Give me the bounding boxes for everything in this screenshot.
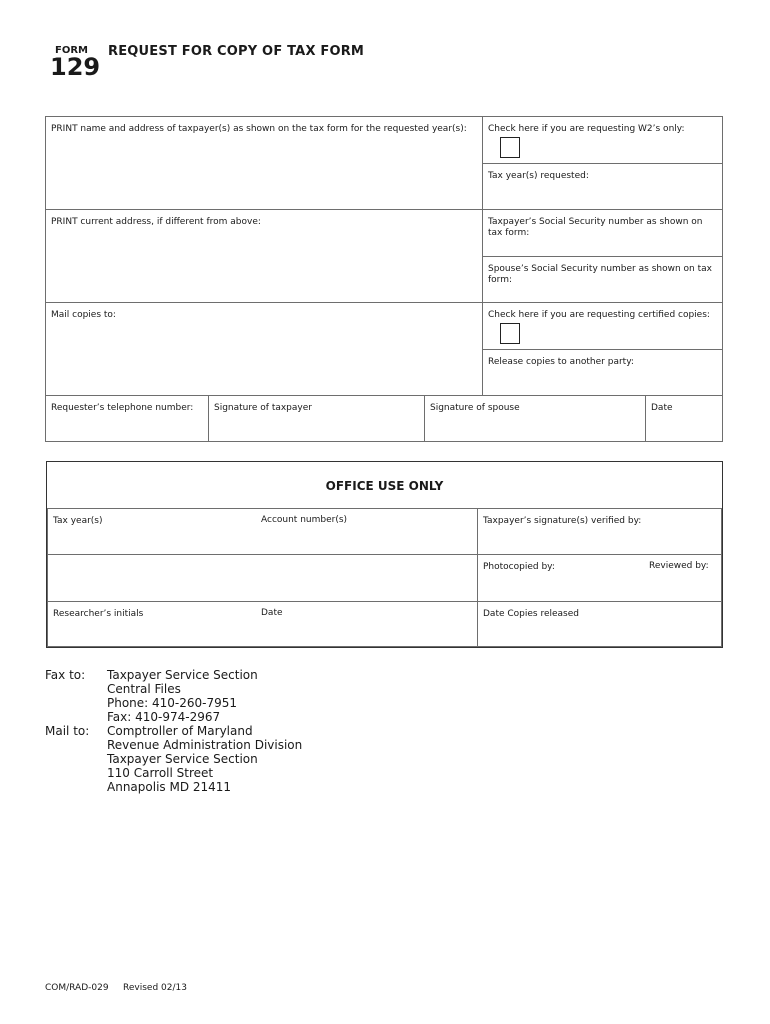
form-number: 129 bbox=[50, 53, 101, 81]
spouse-signature-field[interactable] bbox=[424, 395, 646, 442]
certified-copies-label: Check here if you are requesting certified copies: bbox=[488, 310, 710, 320]
date-field[interactable] bbox=[645, 395, 723, 442]
fax-address-line: Fax: 410-974-2967 bbox=[107, 710, 221, 724]
certified-copies-checkbox[interactable] bbox=[500, 323, 520, 344]
release-copies-label: Release copies to another party: bbox=[488, 357, 634, 367]
form-title: REQUEST FOR COPY OF TAX FORM bbox=[108, 44, 365, 59]
fax-address-line: Phone: 410-260-7951 bbox=[107, 696, 238, 710]
mail-address-line: 110 Carroll Street bbox=[107, 766, 214, 780]
taxpayer-ssn-field[interactable] bbox=[482, 209, 723, 257]
date-copies-released-label: Date Copies released bbox=[483, 609, 579, 619]
w2-only-label: Check here if you are requesting W2’s only: bbox=[488, 124, 685, 134]
office-use-title: OFFICE USE ONLY bbox=[325, 479, 444, 493]
mail-to-label: Mail to: bbox=[45, 724, 90, 738]
date-label: Date bbox=[651, 403, 673, 413]
mail-address-line: Annapolis MD 21411 bbox=[107, 780, 232, 794]
mail-address bbox=[107, 724, 302, 794]
tax-years-requested-label: Tax year(s) requested: bbox=[488, 171, 589, 181]
current-address-label: PRINT current address, if different from above: bbox=[51, 217, 261, 227]
release-copies-field[interactable] bbox=[482, 349, 723, 396]
fax-address bbox=[107, 668, 258, 724]
researcher-initials-label: Researcher’s initials bbox=[53, 609, 144, 619]
fax-address-line: Taxpayer Service Section bbox=[107, 668, 258, 682]
taxpayer-signature-label: Signature of taxpayer bbox=[214, 403, 312, 413]
fax-to-label: Fax to: bbox=[45, 668, 86, 682]
spouse-signature-label: Signature of spouse bbox=[430, 403, 520, 413]
office-date-label: Date bbox=[261, 608, 283, 618]
date-copies-released-field[interactable] bbox=[477, 601, 722, 647]
footer-form-code: COM/RAD-029 bbox=[45, 983, 109, 993]
tax-years-requested-field[interactable] bbox=[482, 163, 723, 210]
signature-verified-label: Taxpayer’s signature(s) verified by: bbox=[483, 516, 642, 526]
mail-copies-to-field[interactable] bbox=[45, 302, 483, 396]
photocopied-by-label: Photocopied by: bbox=[483, 562, 555, 572]
mail-address-line: Taxpayer Service Section bbox=[107, 752, 258, 766]
taxpayer-ssn-label: Taxpayer’s Social Security number as shown on tax form: bbox=[488, 217, 703, 238]
w2-only-checkbox[interactable] bbox=[500, 137, 520, 158]
mail-copies-to-label: Mail copies to: bbox=[51, 310, 116, 320]
fax-address-line: Central Files bbox=[107, 682, 181, 696]
spouse-ssn-field[interactable] bbox=[482, 256, 723, 303]
form-label: FORM bbox=[55, 45, 88, 56]
taxpayer-signature-field[interactable] bbox=[208, 395, 425, 442]
mail-address-line: Comptroller of Maryland bbox=[107, 724, 253, 738]
current-address-field[interactable] bbox=[45, 209, 483, 303]
office-tax-years-label: Tax year(s) bbox=[53, 516, 103, 526]
office-blank-field[interactable] bbox=[47, 554, 478, 602]
taxpayer-name-address-field[interactable] bbox=[45, 116, 483, 210]
spouse-ssn-label: Spouse’s Social Security number as shown on tax form: bbox=[488, 264, 712, 285]
taxpayer-name-address-label: PRINT name and address of taxpayer(s) as shown on the tax form for the requested year(s): bbox=[51, 124, 467, 134]
mail-address-line: Revenue Administration Division bbox=[107, 738, 303, 752]
requester-phone-field[interactable] bbox=[45, 395, 209, 442]
reviewed-by-label: Reviewed by: bbox=[649, 561, 709, 571]
requester-phone-label: Requester’s telephone number: bbox=[51, 403, 194, 413]
account-numbers-label: Account number(s) bbox=[261, 515, 348, 525]
footer-revised: Revised 02/13 bbox=[123, 983, 187, 993]
signature-verified-field[interactable] bbox=[477, 508, 722, 555]
